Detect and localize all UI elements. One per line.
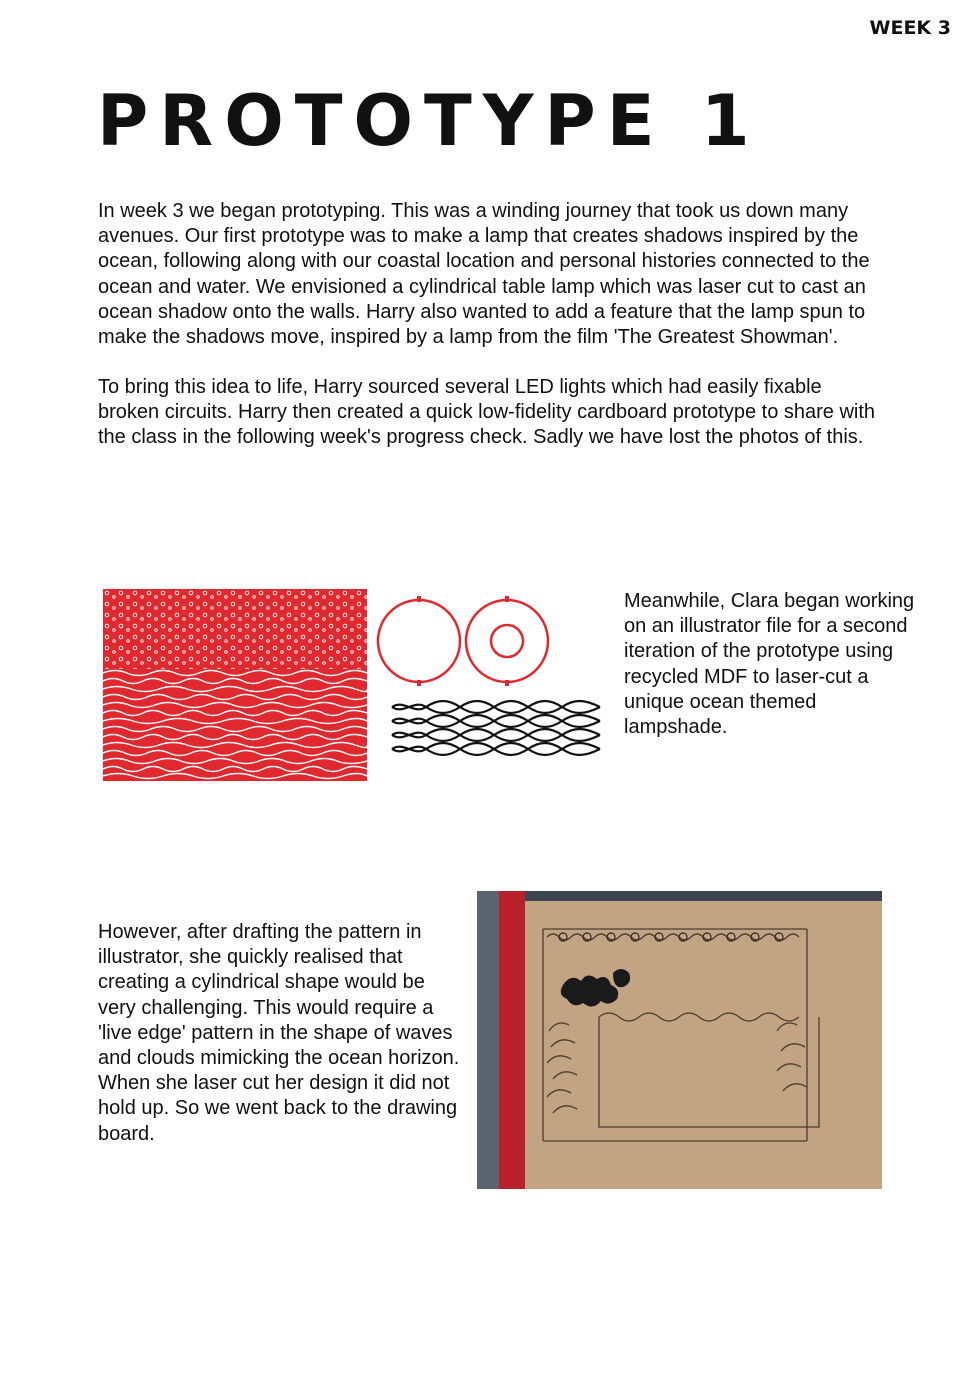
black-wave-loops-pattern bbox=[388, 697, 608, 761]
lamp-circles-diagram bbox=[375, 595, 555, 691]
outer-ring-circle bbox=[378, 600, 460, 682]
intro-paragraph: In week 3 we began prototyping. This was a winding journey that took us down many avenues. Our first prototype was to make a lamp that creates shadows inspired by the ocean, following along with our coastal location and personal histories connected to the ocean and water. We envisioned a cylindrical table lamp which was laser cut to cast an ocean shadow onto the walls. Harry also wanted to add a feature that the lamp spun to make the shadows move, inspired by a lamp from the film 'The Greatest Showman'. bbox=[98, 200, 870, 349]
laser-cut-mdf-photo bbox=[477, 891, 882, 1189]
red-ocean-pattern-illustration bbox=[103, 589, 367, 781]
however-paragraph: However, after drafting the pattern in illustrator, she quickly realised that creating a cylindrical shape would be very challenging. This would require a 'live edge' pattern in the shape of waves and clouds mimicking the ocean horizon. When she laser cut her design it did not hold up. So we went back to the drawing board. bbox=[98, 921, 460, 1145]
week-label: WEEK 3 bbox=[869, 17, 951, 39]
ring-with-hole-circle bbox=[466, 600, 548, 682]
led-paragraph: To bring this idea to life, Harry sourced several LED lights which had easily fixable broken circuits. Harry then created a quick low-fidelity cardboard prototype to share with the class in the following week's progress check. Sadly we have lost the photos of this. bbox=[98, 376, 876, 449]
inner-hole-circle bbox=[491, 625, 523, 657]
page-title: PROTOTYPE 1 bbox=[97, 80, 761, 162]
meanwhile-paragraph: Meanwhile, Clara began working on an illustrator file for a second iteration of the prototype using recycled MDF to laser-cut a unique ocean themed lampshade. bbox=[624, 590, 915, 739]
